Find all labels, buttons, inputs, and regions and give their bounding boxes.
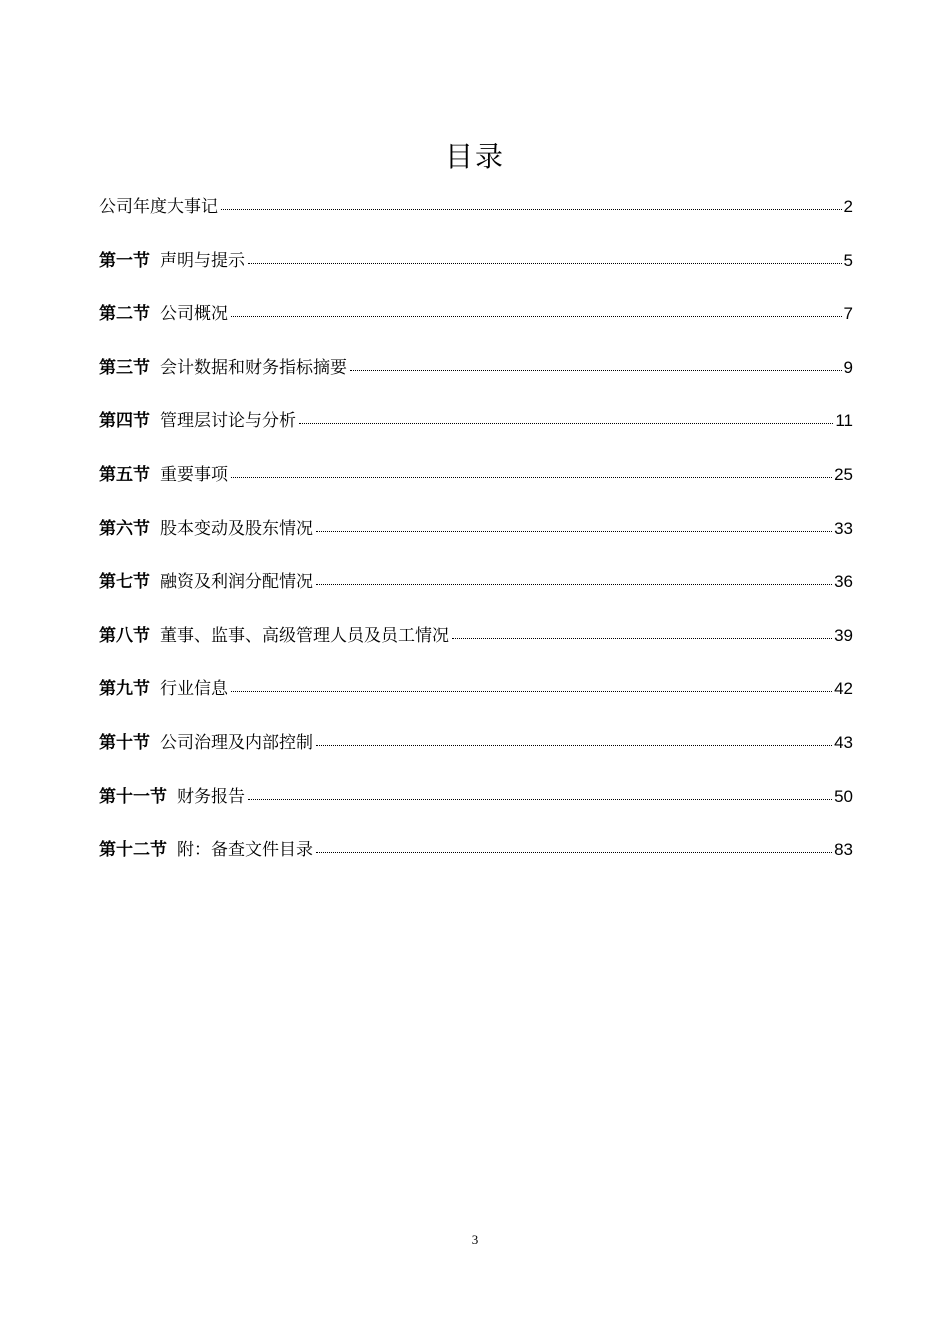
toc-entry-section-number: 第八节 bbox=[99, 625, 150, 646]
toc-entry-section-number: 第四节 bbox=[99, 411, 150, 432]
toc-entry-title: 公司治理及内部控制 bbox=[160, 732, 313, 753]
toc-entry-page: 5 bbox=[843, 250, 853, 270]
dot-leader bbox=[248, 799, 832, 800]
toc-entry-title: 重要事项 bbox=[160, 464, 228, 485]
toc-entry-section-5[interactable] bbox=[99, 460, 853, 514]
toc-entry-section-number: 第二节 bbox=[99, 304, 150, 325]
dot-leader bbox=[231, 691, 832, 692]
toc-entry-title: 股本变动及股东情况 bbox=[160, 518, 313, 539]
dot-leader bbox=[452, 638, 832, 639]
dot-leader bbox=[316, 745, 832, 746]
toc-entry-title: 融资及利润分配情况 bbox=[160, 572, 313, 593]
toc-entry-section-2[interactable] bbox=[99, 299, 853, 353]
dot-leader bbox=[316, 584, 832, 585]
toc-entry-title: 公司概况 bbox=[160, 304, 228, 325]
table-of-contents bbox=[99, 192, 853, 889]
dot-leader bbox=[299, 423, 833, 424]
dot-leader bbox=[231, 316, 842, 317]
toc-entry-page: 11 bbox=[835, 411, 853, 431]
toc-entry-section-number: 第五节 bbox=[99, 464, 150, 485]
toc-entry-title: 附：备查文件目录 bbox=[177, 840, 313, 861]
toc-entry-section-10[interactable] bbox=[99, 728, 853, 782]
toc-entry-page: 39 bbox=[834, 625, 853, 645]
toc-entry-section-7[interactable] bbox=[99, 567, 853, 621]
toc-entry-page: 25 bbox=[834, 464, 853, 484]
toc-entry-section-number: 第十一节 bbox=[99, 786, 167, 807]
toc-entry-section-number: 第十二节 bbox=[99, 840, 167, 861]
toc-entry-page: 42 bbox=[834, 679, 853, 699]
toc-entry-section-4[interactable] bbox=[99, 406, 853, 460]
toc-entry-page: 33 bbox=[834, 518, 853, 538]
dot-leader bbox=[221, 209, 842, 210]
dot-leader bbox=[248, 263, 842, 264]
toc-entry-page: 2 bbox=[843, 197, 853, 216]
toc-entry-section-6[interactable] bbox=[99, 514, 853, 568]
toc-entry-section-8[interactable] bbox=[99, 621, 853, 675]
footer-page-number: 3 bbox=[471, 1232, 479, 1247]
toc-entry-section-number: 第十节 bbox=[99, 732, 150, 753]
dot-leader bbox=[316, 531, 832, 532]
toc-entry-section-number: 第七节 bbox=[99, 572, 150, 593]
toc-entry-title: 财务报告 bbox=[177, 786, 245, 807]
toc-entry-page: 43 bbox=[834, 732, 853, 752]
toc-entry-page: 50 bbox=[834, 786, 853, 806]
toc-entry-title: 董事、监事、高级管理人员及员工情况 bbox=[160, 625, 449, 646]
dot-leader bbox=[231, 477, 832, 478]
toc-entry-highlights[interactable] bbox=[99, 192, 853, 246]
toc-entry-title: 管理层讨论与分析 bbox=[160, 411, 296, 432]
toc-entry-section-number: 第三节 bbox=[99, 357, 150, 378]
dot-leader bbox=[316, 852, 832, 853]
toc-entry-title: 公司年度大事记 bbox=[99, 197, 218, 217]
toc-entry-page: 7 bbox=[843, 304, 853, 324]
toc-entry-page: 9 bbox=[843, 357, 853, 377]
toc-entry-section-1[interactable] bbox=[99, 246, 853, 300]
toc-entry-page: 83 bbox=[834, 840, 853, 860]
toc-entry-section-12[interactable] bbox=[99, 835, 853, 889]
toc-entry-section-9[interactable] bbox=[99, 674, 853, 728]
toc-entry-title: 声明与提示 bbox=[160, 250, 245, 271]
toc-entry-section-number: 第一节 bbox=[99, 250, 150, 271]
dot-leader bbox=[350, 370, 842, 371]
toc-entry-title: 会计数据和财务指标摘要 bbox=[160, 357, 347, 378]
toc-entry-section-3[interactable] bbox=[99, 353, 853, 407]
toc-entry-section-number: 第六节 bbox=[99, 518, 150, 539]
page-title: 目录 bbox=[444, 139, 505, 173]
toc-entry-page: 36 bbox=[834, 572, 853, 592]
toc-entry-title: 行业信息 bbox=[160, 679, 228, 700]
toc-entry-section-number: 第九节 bbox=[99, 679, 150, 700]
toc-entry-section-11[interactable] bbox=[99, 782, 853, 836]
